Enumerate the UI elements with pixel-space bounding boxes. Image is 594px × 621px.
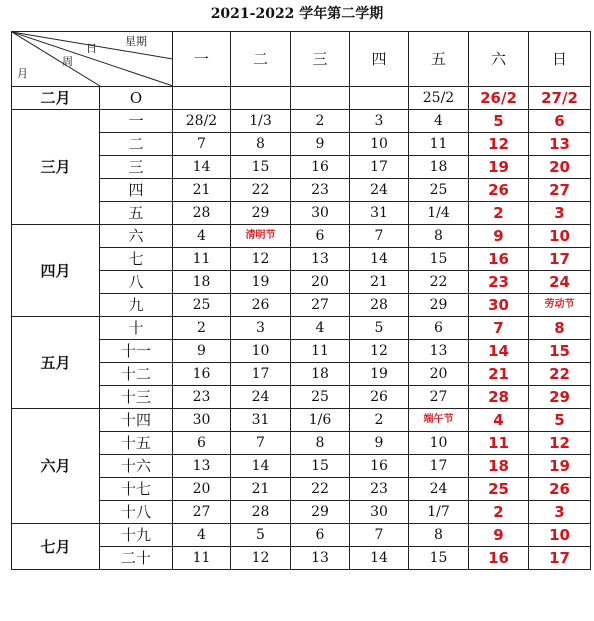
- weekday-header-mon: 一: [173, 32, 231, 87]
- weekend-date-cell: 19: [469, 156, 529, 179]
- date-cell: 9: [291, 133, 350, 156]
- week-number-cell: 十四: [100, 409, 173, 432]
- date-cell: 26: [350, 386, 409, 409]
- date-cell: 25: [409, 179, 469, 202]
- date-cell: 23: [291, 179, 350, 202]
- date-cell: 22: [231, 179, 291, 202]
- date-cell: 24: [350, 179, 409, 202]
- week-number-cell: 十一: [100, 340, 173, 363]
- date-cell: 22: [409, 271, 469, 294]
- date-cell: 11: [291, 340, 350, 363]
- date-cell: 4: [409, 110, 469, 133]
- date-cell: 17: [231, 363, 291, 386]
- date-cell: 17: [350, 156, 409, 179]
- weekend-date-cell: 10: [529, 524, 591, 547]
- date-cell: 19: [231, 271, 291, 294]
- date-cell: 25: [173, 294, 231, 317]
- weekday-header-thu: 四: [350, 32, 409, 87]
- diagonal-lines: [12, 32, 173, 86]
- weekend-date-cell: 9: [469, 524, 529, 547]
- week-number-cell: 一: [100, 110, 173, 133]
- weekend-date-cell: 12: [529, 432, 591, 455]
- date-cell: 18: [173, 271, 231, 294]
- date-cell: [231, 87, 291, 110]
- date-cell: 11: [409, 133, 469, 156]
- date-cell: 20: [291, 271, 350, 294]
- date-cell: 22: [291, 478, 350, 501]
- weekend-date-cell: 19: [529, 455, 591, 478]
- weekend-date-cell: 26: [529, 478, 591, 501]
- date-cell: 24: [231, 386, 291, 409]
- table-row: [12, 409, 591, 432]
- date-cell: 2: [350, 409, 409, 432]
- date-cell: 12: [350, 340, 409, 363]
- date-cell: 28: [173, 202, 231, 225]
- week-number-cell: 八: [100, 271, 173, 294]
- calendar-title: 2021-2022 学年第二学期: [210, 6, 384, 22]
- date-cell: 19: [350, 363, 409, 386]
- weekday-header-sat: 六: [469, 32, 529, 87]
- weekend-date-cell: 11: [469, 432, 529, 455]
- date-cell: 14: [350, 547, 409, 570]
- weekend-date-cell: 4: [469, 409, 529, 432]
- date-cell: 7: [350, 225, 409, 248]
- month-cell: 三月: [12, 110, 100, 225]
- corner-month-label: 月: [17, 67, 28, 80]
- date-cell: 4: [173, 225, 231, 248]
- date-cell: 28: [231, 501, 291, 524]
- corner-week-label: 周: [62, 55, 73, 68]
- date-cell: 2: [173, 317, 231, 340]
- weekday-header-tue: 二: [231, 32, 291, 87]
- week-number-cell: 十八: [100, 501, 173, 524]
- week-number-cell: 二十: [100, 547, 173, 570]
- date-cell: 10: [350, 133, 409, 156]
- weekday-header-fri: 五: [409, 32, 469, 87]
- table-row: [12, 225, 591, 248]
- weekend-date-cell: 15: [529, 340, 591, 363]
- date-cell: 12: [231, 547, 291, 570]
- weekend-date-cell: 29: [529, 386, 591, 409]
- weekend-date-cell: 2: [469, 501, 529, 524]
- date-cell: 24: [409, 478, 469, 501]
- date-cell: 28: [350, 294, 409, 317]
- date-cell: 15: [409, 547, 469, 570]
- weekend-date-cell: 26: [469, 179, 529, 202]
- date-cell: 10: [409, 432, 469, 455]
- table-row: [12, 317, 591, 340]
- date-cell: 8: [291, 432, 350, 455]
- weekend-date-cell: 26/2: [469, 87, 529, 110]
- weekend-date-cell: 5: [529, 409, 591, 432]
- month-cell: 五月: [12, 317, 100, 409]
- weekend-date-cell: 2: [469, 202, 529, 225]
- weekend-date-cell: 17: [529, 547, 591, 570]
- date-cell: 14: [173, 156, 231, 179]
- date-cell: 5: [350, 317, 409, 340]
- date-cell: 6: [291, 524, 350, 547]
- holiday-cell: 端午节: [409, 409, 469, 432]
- date-cell: 23: [173, 386, 231, 409]
- weekend-date-cell: 8: [529, 317, 591, 340]
- week-number-cell: 十五: [100, 432, 173, 455]
- weekend-date-cell: 6: [529, 110, 591, 133]
- week-number-cell: 十三: [100, 386, 173, 409]
- semester-calendar-table: [11, 31, 591, 570]
- header-corner-cell: [12, 32, 173, 87]
- date-cell: 5: [231, 524, 291, 547]
- date-cell: 11: [173, 248, 231, 271]
- date-cell: 7: [350, 524, 409, 547]
- date-cell: 8: [409, 225, 469, 248]
- week-number-cell: 九: [100, 294, 173, 317]
- weekday-header-wed: 三: [291, 32, 350, 87]
- date-cell: 27: [173, 501, 231, 524]
- date-cell: 15: [291, 455, 350, 478]
- weekend-date-cell: 20: [529, 156, 591, 179]
- date-cell: 21: [173, 179, 231, 202]
- date-cell: 31: [350, 202, 409, 225]
- date-cell: 26: [231, 294, 291, 317]
- date-cell: 1/7: [409, 501, 469, 524]
- week-number-cell: 十九: [100, 524, 173, 547]
- date-cell: 16: [173, 363, 231, 386]
- week-number-cell: 七: [100, 248, 173, 271]
- week-number-cell: 二: [100, 133, 173, 156]
- weekend-date-cell: 10: [529, 225, 591, 248]
- date-cell: 6: [409, 317, 469, 340]
- date-cell: 7: [173, 133, 231, 156]
- date-cell: 13: [291, 248, 350, 271]
- weekend-date-cell: 23: [469, 271, 529, 294]
- date-cell: [291, 87, 350, 110]
- date-cell: 4: [173, 524, 231, 547]
- date-cell: 8: [231, 133, 291, 156]
- date-cell: 18: [409, 156, 469, 179]
- date-cell: 20: [409, 363, 469, 386]
- weekend-date-cell: 16: [469, 248, 529, 271]
- date-cell: 6: [291, 225, 350, 248]
- date-cell: 29: [291, 501, 350, 524]
- week-number-cell: O: [100, 87, 173, 110]
- week-number-cell: 四: [100, 179, 173, 202]
- date-cell: 1/3: [231, 110, 291, 133]
- date-cell: 9: [350, 432, 409, 455]
- weekend-date-cell: 17: [529, 248, 591, 271]
- date-cell: [350, 87, 409, 110]
- date-cell: 23: [350, 478, 409, 501]
- date-cell: 14: [350, 248, 409, 271]
- corner-day-label: 日: [86, 42, 97, 55]
- week-number-cell: 十六: [100, 455, 173, 478]
- weekend-date-cell: 12: [469, 133, 529, 156]
- date-cell: 20: [173, 478, 231, 501]
- date-cell: 14: [231, 455, 291, 478]
- date-cell: 27: [409, 386, 469, 409]
- month-cell: 六月: [12, 409, 100, 524]
- weekend-date-cell: 13: [529, 133, 591, 156]
- date-cell: 30: [291, 202, 350, 225]
- weekend-date-cell: 18: [469, 455, 529, 478]
- date-cell: 16: [291, 156, 350, 179]
- date-cell: 15: [409, 248, 469, 271]
- weekend-date-cell: 21: [469, 363, 529, 386]
- month-cell: 七月: [12, 524, 100, 570]
- table-row: [12, 524, 591, 547]
- date-cell: 11: [173, 547, 231, 570]
- date-cell: 13: [291, 547, 350, 570]
- weekday-header-sun: 日: [529, 32, 591, 87]
- date-cell: 27: [291, 294, 350, 317]
- date-cell: 25: [291, 386, 350, 409]
- date-cell: 3: [231, 317, 291, 340]
- holiday-cell: 清明节: [231, 225, 291, 248]
- date-cell: 2: [291, 110, 350, 133]
- table-row: [12, 87, 591, 110]
- date-cell: 18: [291, 363, 350, 386]
- date-cell: 21: [350, 271, 409, 294]
- table-row: [12, 110, 591, 133]
- date-cell: 12: [231, 248, 291, 271]
- date-cell: 30: [350, 501, 409, 524]
- corner-weekday-label: 星期: [125, 35, 147, 48]
- date-cell: 28/2: [173, 110, 231, 133]
- weekend-date-cell: 14: [469, 340, 529, 363]
- weekend-date-cell: 9: [469, 225, 529, 248]
- date-cell: 13: [409, 340, 469, 363]
- month-cell: 四月: [12, 225, 100, 317]
- date-cell: 1/6: [291, 409, 350, 432]
- week-number-cell: 十七: [100, 478, 173, 501]
- weekend-date-cell: 3: [529, 501, 591, 524]
- date-cell: 17: [409, 455, 469, 478]
- date-cell: [173, 87, 231, 110]
- weekend-date-cell: 5: [469, 110, 529, 133]
- date-cell: 30: [173, 409, 231, 432]
- date-cell: 8: [409, 524, 469, 547]
- date-cell: 7: [231, 432, 291, 455]
- date-cell: 21: [231, 478, 291, 501]
- week-number-cell: 六: [100, 225, 173, 248]
- date-cell: 13: [173, 455, 231, 478]
- weekend-date-cell: 3: [529, 202, 591, 225]
- date-cell: 4: [291, 317, 350, 340]
- date-cell: 31: [231, 409, 291, 432]
- week-number-cell: 五: [100, 202, 173, 225]
- weekend-date-cell: 22: [529, 363, 591, 386]
- date-cell: 29: [409, 294, 469, 317]
- week-number-cell: 十二: [100, 363, 173, 386]
- weekend-date-cell: 24: [529, 271, 591, 294]
- holiday-cell: 劳动节: [529, 294, 591, 317]
- date-cell: 1/4: [409, 202, 469, 225]
- weekend-date-cell: 27: [529, 179, 591, 202]
- date-cell: 29: [231, 202, 291, 225]
- weekend-date-cell: 27/2: [529, 87, 591, 110]
- week-number-cell: 三: [100, 156, 173, 179]
- weekend-date-cell: 16: [469, 547, 529, 570]
- date-cell: 10: [231, 340, 291, 363]
- month-cell: 二月: [12, 87, 100, 110]
- date-cell: 15: [231, 156, 291, 179]
- weekend-date-cell: 30: [469, 294, 529, 317]
- date-cell: 9: [173, 340, 231, 363]
- weekend-date-cell: 7: [469, 317, 529, 340]
- date-cell: 25/2: [409, 87, 469, 110]
- date-cell: 6: [173, 432, 231, 455]
- date-cell: 3: [350, 110, 409, 133]
- weekend-date-cell: 25: [469, 478, 529, 501]
- week-number-cell: 十: [100, 317, 173, 340]
- date-cell: 16: [350, 455, 409, 478]
- weekend-date-cell: 28: [469, 386, 529, 409]
